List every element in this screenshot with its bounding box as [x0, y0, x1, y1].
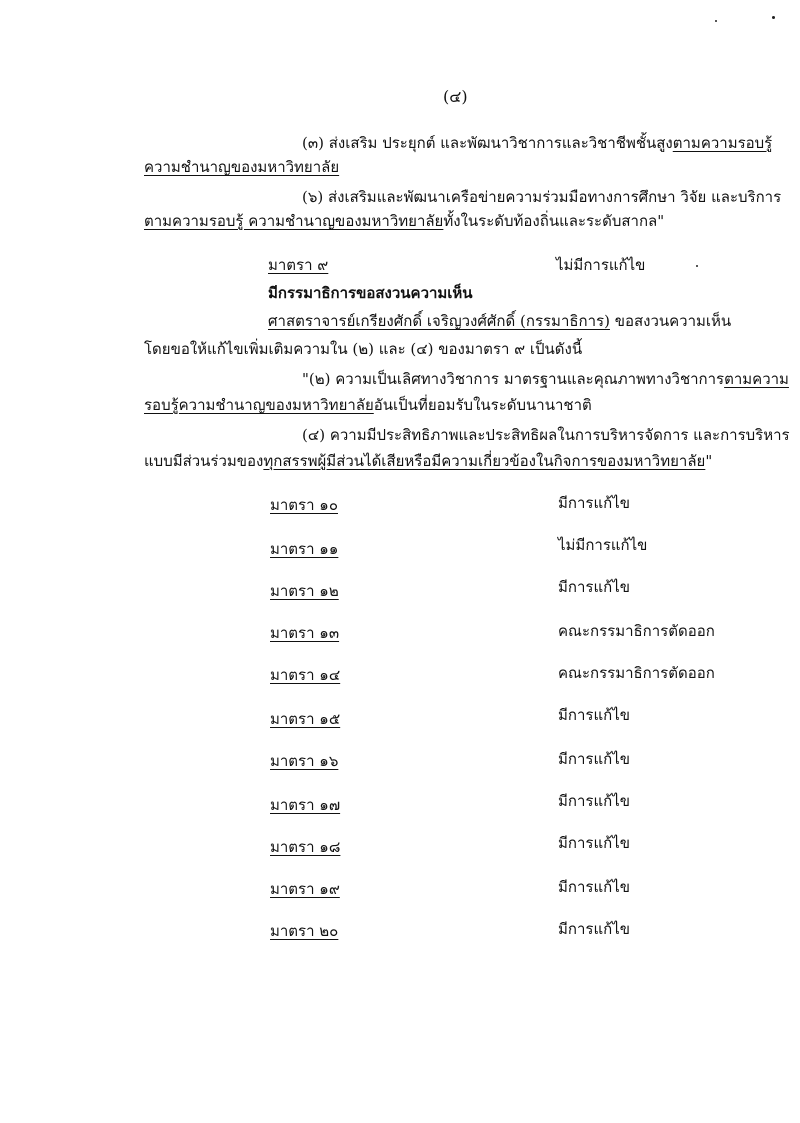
section-status: มีการแก้ไข	[558, 920, 630, 938]
scan-speck	[715, 20, 717, 22]
item-2-underlined: ตามความ	[724, 370, 789, 388]
scan-speck	[696, 265, 698, 267]
item-4-line2-prefix: แบบมีส่วนร่วมของ	[144, 452, 264, 470]
item-2-line2	[144, 396, 592, 414]
section-status: มีการแก้ไข	[558, 706, 630, 724]
section-9-label: มาตรา ๙	[268, 256, 329, 274]
paragraph-6-line2	[144, 212, 664, 230]
item-4-line2-underlined: ทุกสรรพผู้มีส่วนได้เสียหรือมีความเกี่ยวข้องในกิจการของมหาวิทยาลัย	[263, 452, 706, 470]
item-4-line2-end: "	[705, 452, 713, 470]
item-2-line2-underlined: รอบรู้ความชำนาญของมหาวิทยาลัย	[144, 396, 374, 414]
section-label: มาตรา ๑๘	[270, 838, 341, 856]
section-status: มีการแก้ไข	[558, 878, 630, 896]
paragraph-3-underlined: ตามความรอบรู้	[672, 134, 773, 152]
section-status: มีการแก้ไข	[558, 750, 630, 768]
paragraph-6-line1: (๖) ส่งเสริมและพัฒนาเครือข่ายความร่วมมือทางการศึกษา วิจัย และบริการ	[302, 188, 782, 206]
section-label: มาตรา ๑๗	[270, 796, 341, 814]
section-status: มีการแก้ไข	[558, 834, 630, 852]
item-4-line1: (๔) ความมีประสิทธิภาพและประสิทธิผลในการบริหารจัดการ และการบริหาร	[302, 426, 790, 444]
section-status: ไม่มีการแก้ไข	[558, 536, 648, 554]
section-status: มีการแก้ไข	[558, 494, 630, 512]
section-label: มาตรา ๑๙	[270, 880, 340, 898]
section-status: มีการแก้ไข	[558, 792, 630, 810]
reservation-line1	[268, 312, 731, 330]
section-label: มาตรา ๑๓	[270, 624, 340, 642]
section-label: มาตรา ๑๐	[270, 496, 338, 514]
item-4-line2	[144, 452, 712, 470]
scan-speck	[772, 16, 775, 19]
reservation-line1-rest: ขอสงวนความเห็น	[609, 312, 732, 330]
section-label: มาตรา ๑๒	[270, 582, 339, 600]
section-label: มาตรา ๑๕	[270, 710, 341, 728]
paragraph-3-text: (๓) ส่งเสริม ประยุกต์ และพัฒนาวิชาการและวิชาชีพชั้นสูง	[302, 134, 673, 152]
paragraph-3-line1	[302, 134, 772, 152]
reservation-line2: โดยขอให้แก้ไขเพิ่มเติมความใน (๒) และ (๔) ของมาตรา ๙ เป็นดังนี้	[144, 340, 583, 358]
section-label: มาตรา ๑๔	[270, 666, 341, 684]
section-9-status: ไม่มีการแก้ไข	[556, 256, 646, 274]
item-2-line1	[302, 370, 789, 388]
reservation-heading: มีกรรมาธิการขอสงวนความเห็น	[268, 284, 473, 302]
paragraph-6-underlined: ตามความรอบรู้ ความชำนาญของมหาวิทยาลัย	[144, 212, 444, 230]
paragraph-3-line2: ความชำนาญของมหาวิทยาลัย	[144, 158, 340, 176]
section-status: คณะกรรมาธิการตัดออก	[558, 664, 715, 682]
page-number: (๔)	[443, 87, 468, 106]
item-2-line2-rest: อันเป็นที่ยอมรับในระดับนานาชาติ	[373, 396, 592, 414]
section-label: มาตรา ๑๑	[270, 540, 339, 558]
section-label: มาตรา ๑๖	[270, 752, 339, 770]
section-label: มาตรา ๒๐	[270, 922, 339, 940]
reservation-member: ศาสตราจารย์เกรียงศักดิ์ เจริญวงศ์ศักดิ์ (กรรมาธิการ)	[268, 312, 610, 330]
paragraph-6-rest: ทั้งในระดับท้องถิ่นและระดับสากล"	[443, 212, 665, 230]
item-2-text: "(๒) ความเป็นเลิศทางวิชาการ มาตรฐานและคุณภาพทางวิชาการ	[302, 370, 725, 388]
section-status: คณะกรรมาธิการตัดออก	[558, 622, 715, 640]
section-status: มีการแก้ไข	[558, 578, 630, 596]
